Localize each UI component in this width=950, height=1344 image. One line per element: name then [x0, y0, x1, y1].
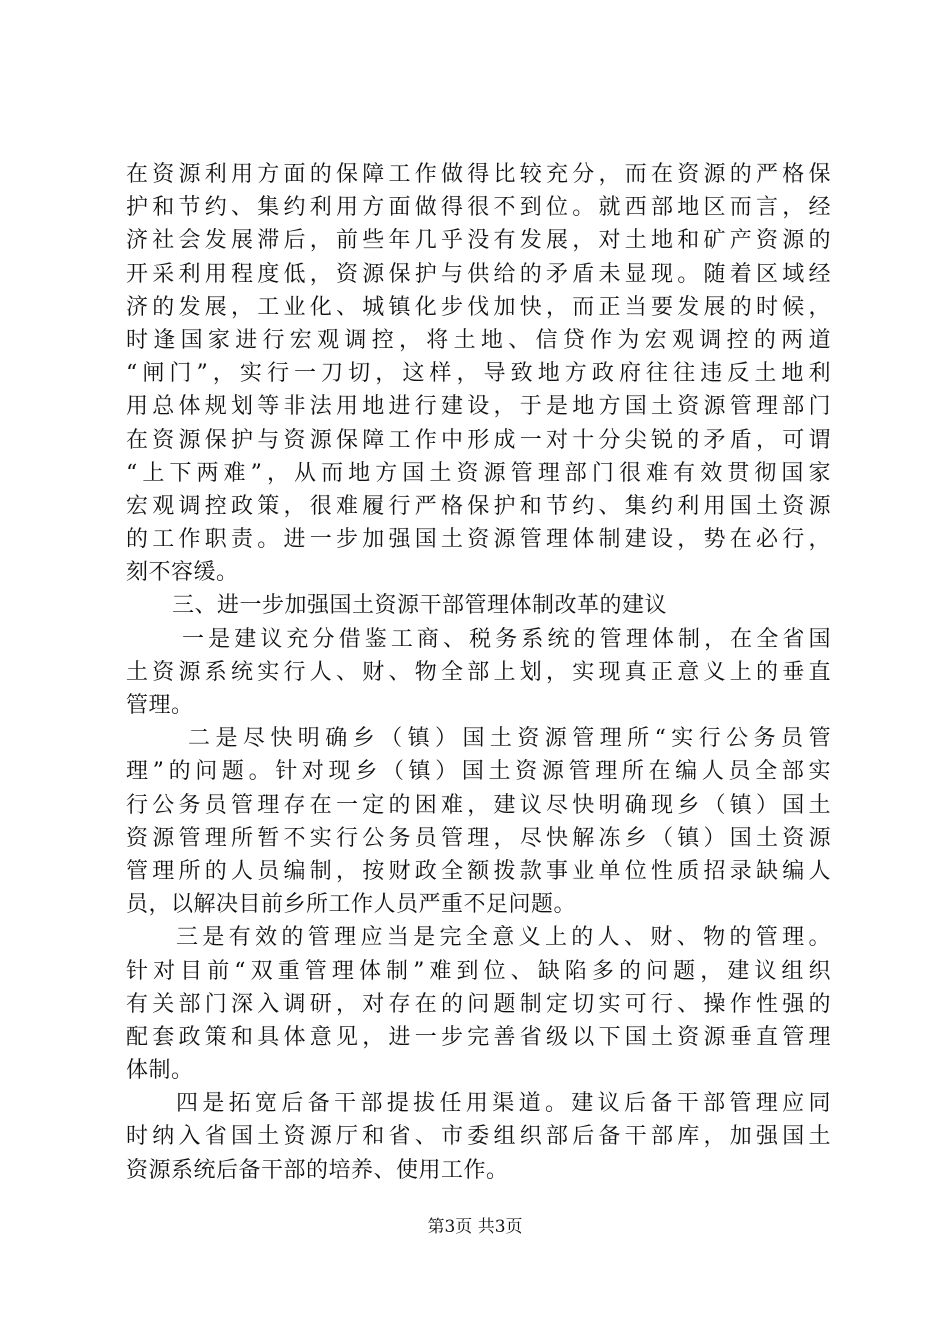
text-line: 管理所的人员编制，按财政全额拨款事业单位性质招录缺编人 — [126, 858, 831, 884]
text-line: 济的发展，工业化、城镇化步伐加快，而正当要发展的时候， — [126, 294, 831, 320]
text-line: 管理。 — [126, 693, 194, 718]
text-line: 三是有效的管理应当是完全意义上的人、财、物的管理。 — [176, 925, 831, 951]
text-line: 刻不容缓。 — [126, 560, 239, 586]
text-line: 土资源系统实行人、财、物全部上划，实现真正意义上的垂直 — [126, 659, 831, 685]
text-line: 资源管理所暂不实行公务员管理，尽快解冻乡（镇）国土资源 — [126, 825, 831, 851]
text-line: 护和节约、集约利用方面做得很不到位。就西部地区而言，经 — [126, 195, 831, 221]
text-line: 体制。 — [126, 1058, 194, 1084]
text-line: 用总体规划等非法用地进行建设，于是地方国土资源管理部门 — [126, 394, 831, 420]
text-line: 二是尽快明确乡（镇）国土资源管理所“实行公务员管 — [188, 726, 831, 752]
text-line: 在资源保护与资源保障工作中形成一对十分尖锐的矛盾，可谓 — [126, 427, 831, 453]
text-line: 行公务员管理存在一定的困难，建议尽快明确现乡（镇）国土 — [126, 792, 831, 818]
document-body — [126, 158, 831, 1187]
text-line: 资源系统后备干部的培养、使用工作。 — [126, 1157, 509, 1183]
page-footer: 第3页 共3页 — [427, 1217, 523, 1237]
text-line: 开采利用程度低，资源保护与供给的矛盾未显现。随着区域经 — [126, 261, 831, 287]
text-line: 的工作职责。进一步加强国土资源管理体制建设，势在必行， — [126, 527, 831, 553]
text-line: 配套政策和具体意见，进一步完善省级以下国土资源垂直管理 — [126, 1024, 831, 1050]
text-line: “闸门”，实行一刀切，这样，导致地方政府往往违反土地利 — [126, 361, 831, 387]
text-line: 一是建议充分借鉴工商、税务系统的管理体制，在全省国 — [182, 626, 831, 652]
text-line: 在资源利用方面的保障工作做得比较充分，而在资源的严格保 — [126, 162, 831, 187]
text-line: 时逢国家进行宏观调控，将土地、信贷作为宏观调控的两道 — [126, 327, 831, 353]
section-heading: 三、进一步加强国土资源干部管理体制改革的建议 — [172, 593, 668, 619]
text-line: 时纳入省国土资源厅和省、市委组织部后备干部库，加强国土 — [126, 1124, 831, 1150]
text-line: 员，以解决目前乡所工作人员严重不足问题。 — [126, 892, 577, 918]
text-line: “上下两难”，从而地方国土资源管理部门很难有效贯彻国家 — [126, 460, 831, 486]
text-line: 有关部门深入调研，对存在的问题制定切实可行、操作性强的 — [126, 991, 831, 1017]
text-line: 宏观调控政策，很难履行严格保护和节约、集约利用国土资源 — [126, 493, 831, 519]
text-line: 针对目前“双重管理体制”难到位、缺陷多的问题，建议组织 — [126, 958, 831, 984]
text-line: 理”的问题。针对现乡（镇）国土资源管理所在编人员全部实 — [126, 759, 831, 785]
text-line: 四是拓宽后备干部提拔任用渠道。建议后备干部管理应同 — [176, 1091, 831, 1117]
text-line: 济社会发展滞后，前些年几乎没有发展，对土地和矿产资源的 — [126, 228, 831, 254]
